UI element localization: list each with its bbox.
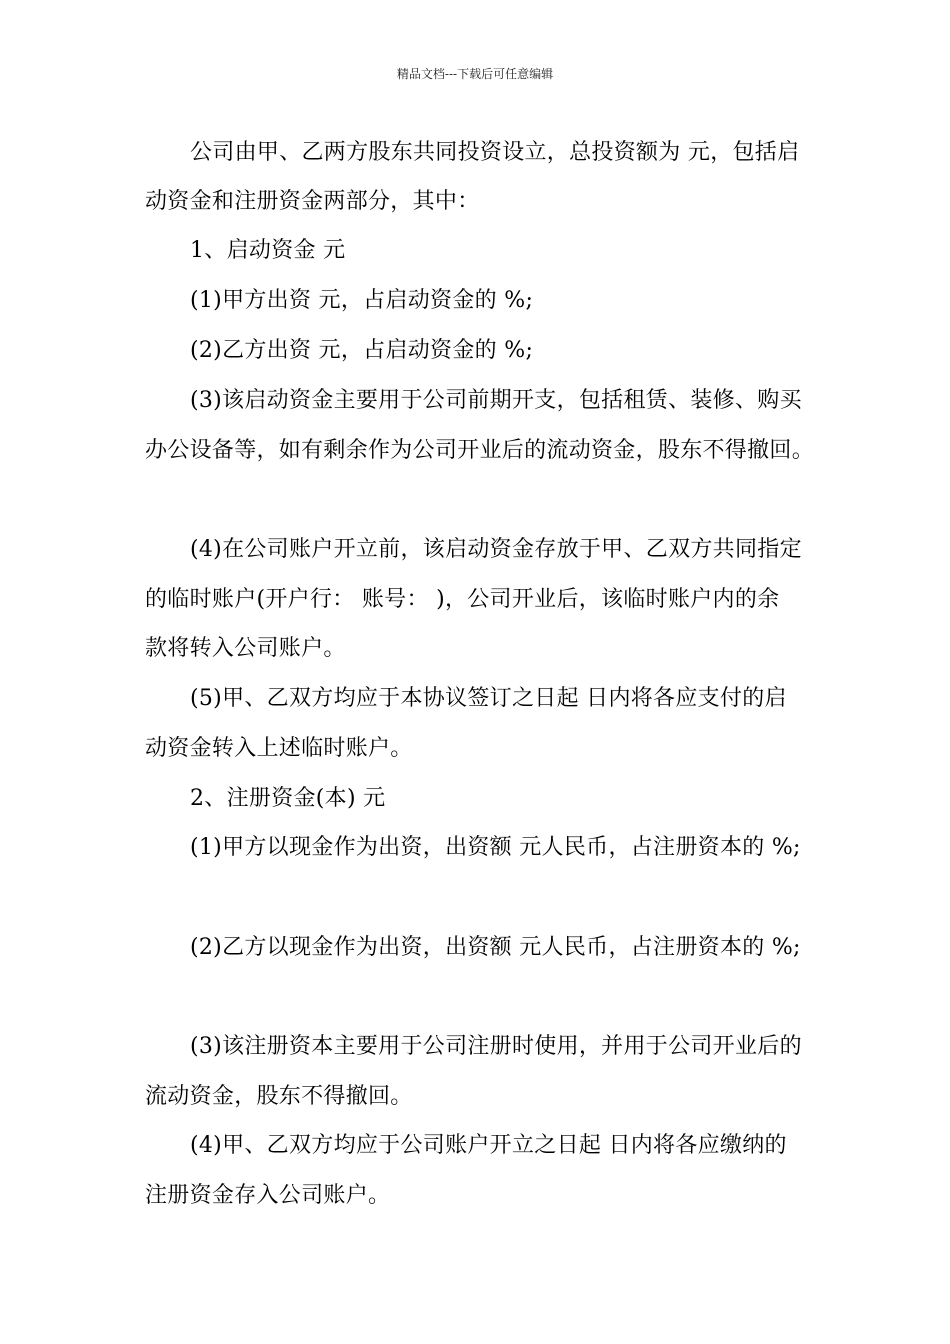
text-line: (1)甲方以现金作为出资，出资额 元人民币，占注册资本的 %; [190,835,801,860]
text-line: (4)在公司账户开立前，该启动资金存放于甲、乙双方共同指定 [190,537,802,562]
text-line: (4)甲、乙双方均应于公司账户开立之日起 日内将各应缴纳的 [190,1133,787,1158]
text-line: (1)甲方出资 元，占启动资金的 %; [190,288,534,313]
text-line: 的临时账户(开户行： 账号： )，公司开业后，该临时账户内的余 [145,587,780,612]
text-line: (3)该注册资本主要用于公司注册时使用，并用于公司开业后的 [190,1034,802,1059]
text-line: (5)甲、乙双方均应于本协议签订之日起 日内将各应支付的启 [190,686,787,711]
text-line: 动资金转入上述临时账户。 [145,736,413,761]
text-line: 款将转入公司账户。 [145,636,346,661]
text-line: 流动资金，股东不得撤回。 [145,1084,413,1109]
page-header: 精品文档---下载后可任意编辑 [396,67,554,81]
text-line: 办公设备等，如有剩余作为公司开业后的流动资金，股东不得撤回。 [145,438,815,463]
text-line: (3)该启动资金主要用于公司前期开支，包括租赁、装修、购买 [190,388,802,413]
text-line: 公司由甲、乙两方股东共同投资设立，总投资额为 元，包括启 [190,140,800,165]
text-line: (2)乙方以现金作为出资，出资额 元人民币，占注册资本的 %; [190,935,801,960]
text-line: (2)乙方出资 元，占启动资金的 %; [190,338,534,363]
text-line: 1、启动资金 元 [190,238,346,263]
text-line: 注册资金存入公司账户。 [145,1183,391,1208]
text-line: 2、注册资金(本) 元 [190,786,386,811]
text-line: 动资金和注册资金两部分，其中： [145,189,480,214]
